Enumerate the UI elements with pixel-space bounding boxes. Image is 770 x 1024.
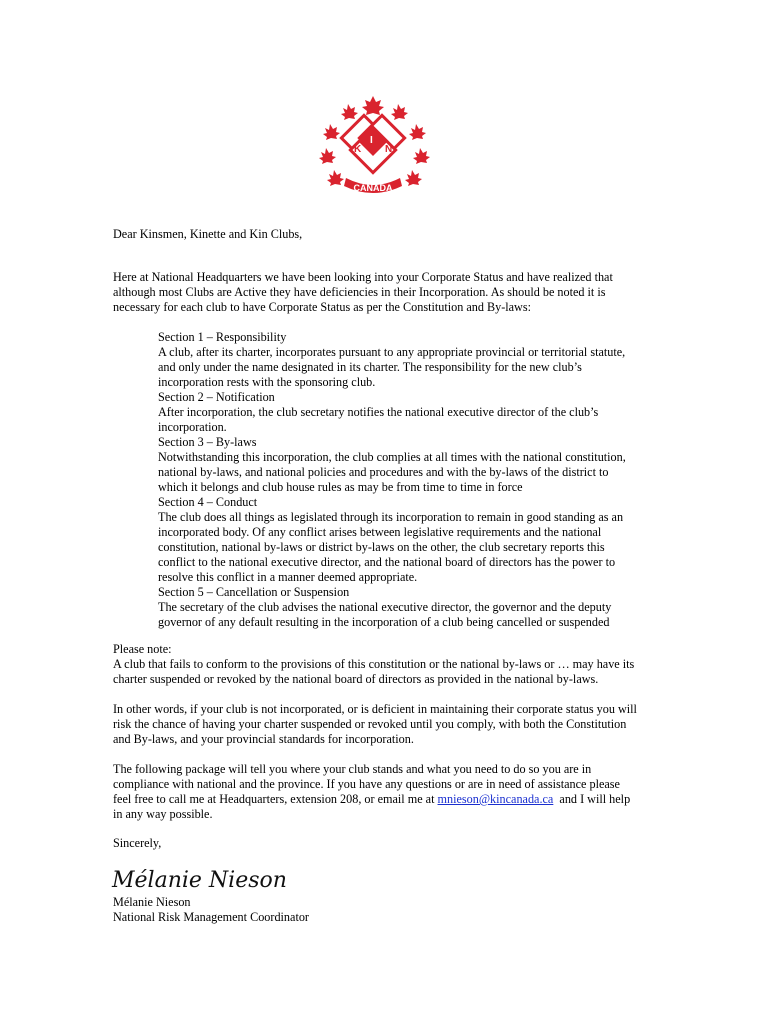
note-line: charter suspended or revoked by the national board of directors as provided in the national by-laws. (113, 672, 599, 686)
other-words-line: risk the chance of having your charter suspended or revoked until you comply, with both the Constitution (113, 717, 627, 731)
handwritten-signature (110, 862, 287, 896)
section-text: The club does all things as legislated through its incorporation to remain in good standing as an (158, 510, 624, 524)
svg-text:N: N (385, 144, 393, 155)
section-text: conflict to the national executive director, and the national board of directors has the power to (158, 555, 616, 569)
other-words-paragraph (113, 702, 673, 747)
intro-paragraph (113, 270, 673, 315)
intro-line: although most Clubs are Active they have deficiencies in their Incorporation. As should be noted it is (113, 285, 606, 299)
section-text: After incorporation, the club secretary notifies the national executive director of the club’s (158, 405, 599, 419)
section-heading: Section 1 – Responsibility (158, 330, 287, 344)
package-line: in any way possible. (113, 807, 213, 821)
please-note-paragraph (113, 642, 673, 687)
kin-canada-logo (318, 92, 428, 200)
svg-text:K: K (354, 144, 362, 155)
section-text: The secretary of the club advises the national executive director, the governor and the deputy (158, 600, 612, 614)
package-paragraph (113, 762, 673, 822)
note-line: A club that fails to conform to the provisions of this constitution or the national by-laws or … may have its (113, 657, 635, 671)
signer-title: National Risk Management Coordinator (113, 910, 309, 924)
signature-script: Mélanie Nieson (112, 868, 287, 893)
section-text: constitution, national by-laws or district by-laws on the other, the club secretary reports this (158, 540, 605, 554)
section-text: A club, after its charter, incorporates pursuant to any appropriate provincial or territorial statute, (158, 345, 626, 359)
svg-text:I: I (370, 135, 373, 146)
closing: Sincerely, (113, 836, 162, 850)
intro-line: Here at National Headquarters we have been looking into your Corporate Status and have realized that (113, 270, 613, 284)
section-text: and only under the name designated in its charter. The responsibility for the new club’s (158, 360, 582, 374)
section-text: incorporation rests with the sponsoring club. (158, 375, 376, 389)
section-heading: Section 2 – Notification (158, 390, 275, 404)
section-heading: Section 3 – By-laws (158, 435, 257, 449)
note-heading: Please note: (113, 642, 172, 656)
kin-emblem-icon (341, 115, 404, 172)
section-text: national by-laws, and national policies and procedures and with the by-laws of the district to (158, 465, 609, 479)
section-heading: Section 5 – Cancellation or Suspension (158, 585, 350, 599)
salutation: Dear Kinsmen, Kinette and Kin Clubs, (113, 227, 303, 241)
signer-block (113, 895, 673, 925)
logo-banner-text: CANADA (353, 183, 393, 193)
section-text: which it belongs and club house rules as may be from time to time in force (158, 480, 523, 494)
other-words-line: In other words, if your club is not incorporated, or is deficient in maintaining their corporate status you will (113, 702, 637, 716)
section-text: resolve this conflict in a manner deemed appropriate. (158, 570, 418, 584)
section-text: incorporation. (158, 420, 227, 434)
section-text: Notwithstanding this incorporation, the club complies at all times with the national constitution, (158, 450, 626, 464)
package-line-prefix: feel free to call me at Headquarters, extension 208, or email me at (113, 792, 438, 806)
package-line-with-email (113, 792, 673, 807)
email-link[interactable]: mnieson@kincanada.ca (437, 792, 554, 806)
signer-name: Mélanie Nieson (113, 895, 191, 909)
intro-line: necessary for each club to have Corporate Status as per the Constitution and By-laws: (113, 300, 531, 314)
other-words-line: and By-laws, and your provincial standards for incorporation. (113, 732, 414, 746)
section-heading: Section 4 – Conduct (158, 495, 258, 509)
bylaw-sections (158, 330, 678, 630)
section-text: incorporated body. Of any conflict arises between legislative requirements and the national (158, 525, 602, 539)
package-line: compliance with national and the province. If you have any questions or are in need of assistance please (113, 777, 620, 791)
package-line: The following package will tell you where your club stands and what you need to do so you are in (113, 762, 592, 776)
section-text: governor of any default resulting in the incorporation of a club being cancelled or suspended (158, 615, 610, 629)
package-line-suffix: and I will help (553, 792, 631, 806)
